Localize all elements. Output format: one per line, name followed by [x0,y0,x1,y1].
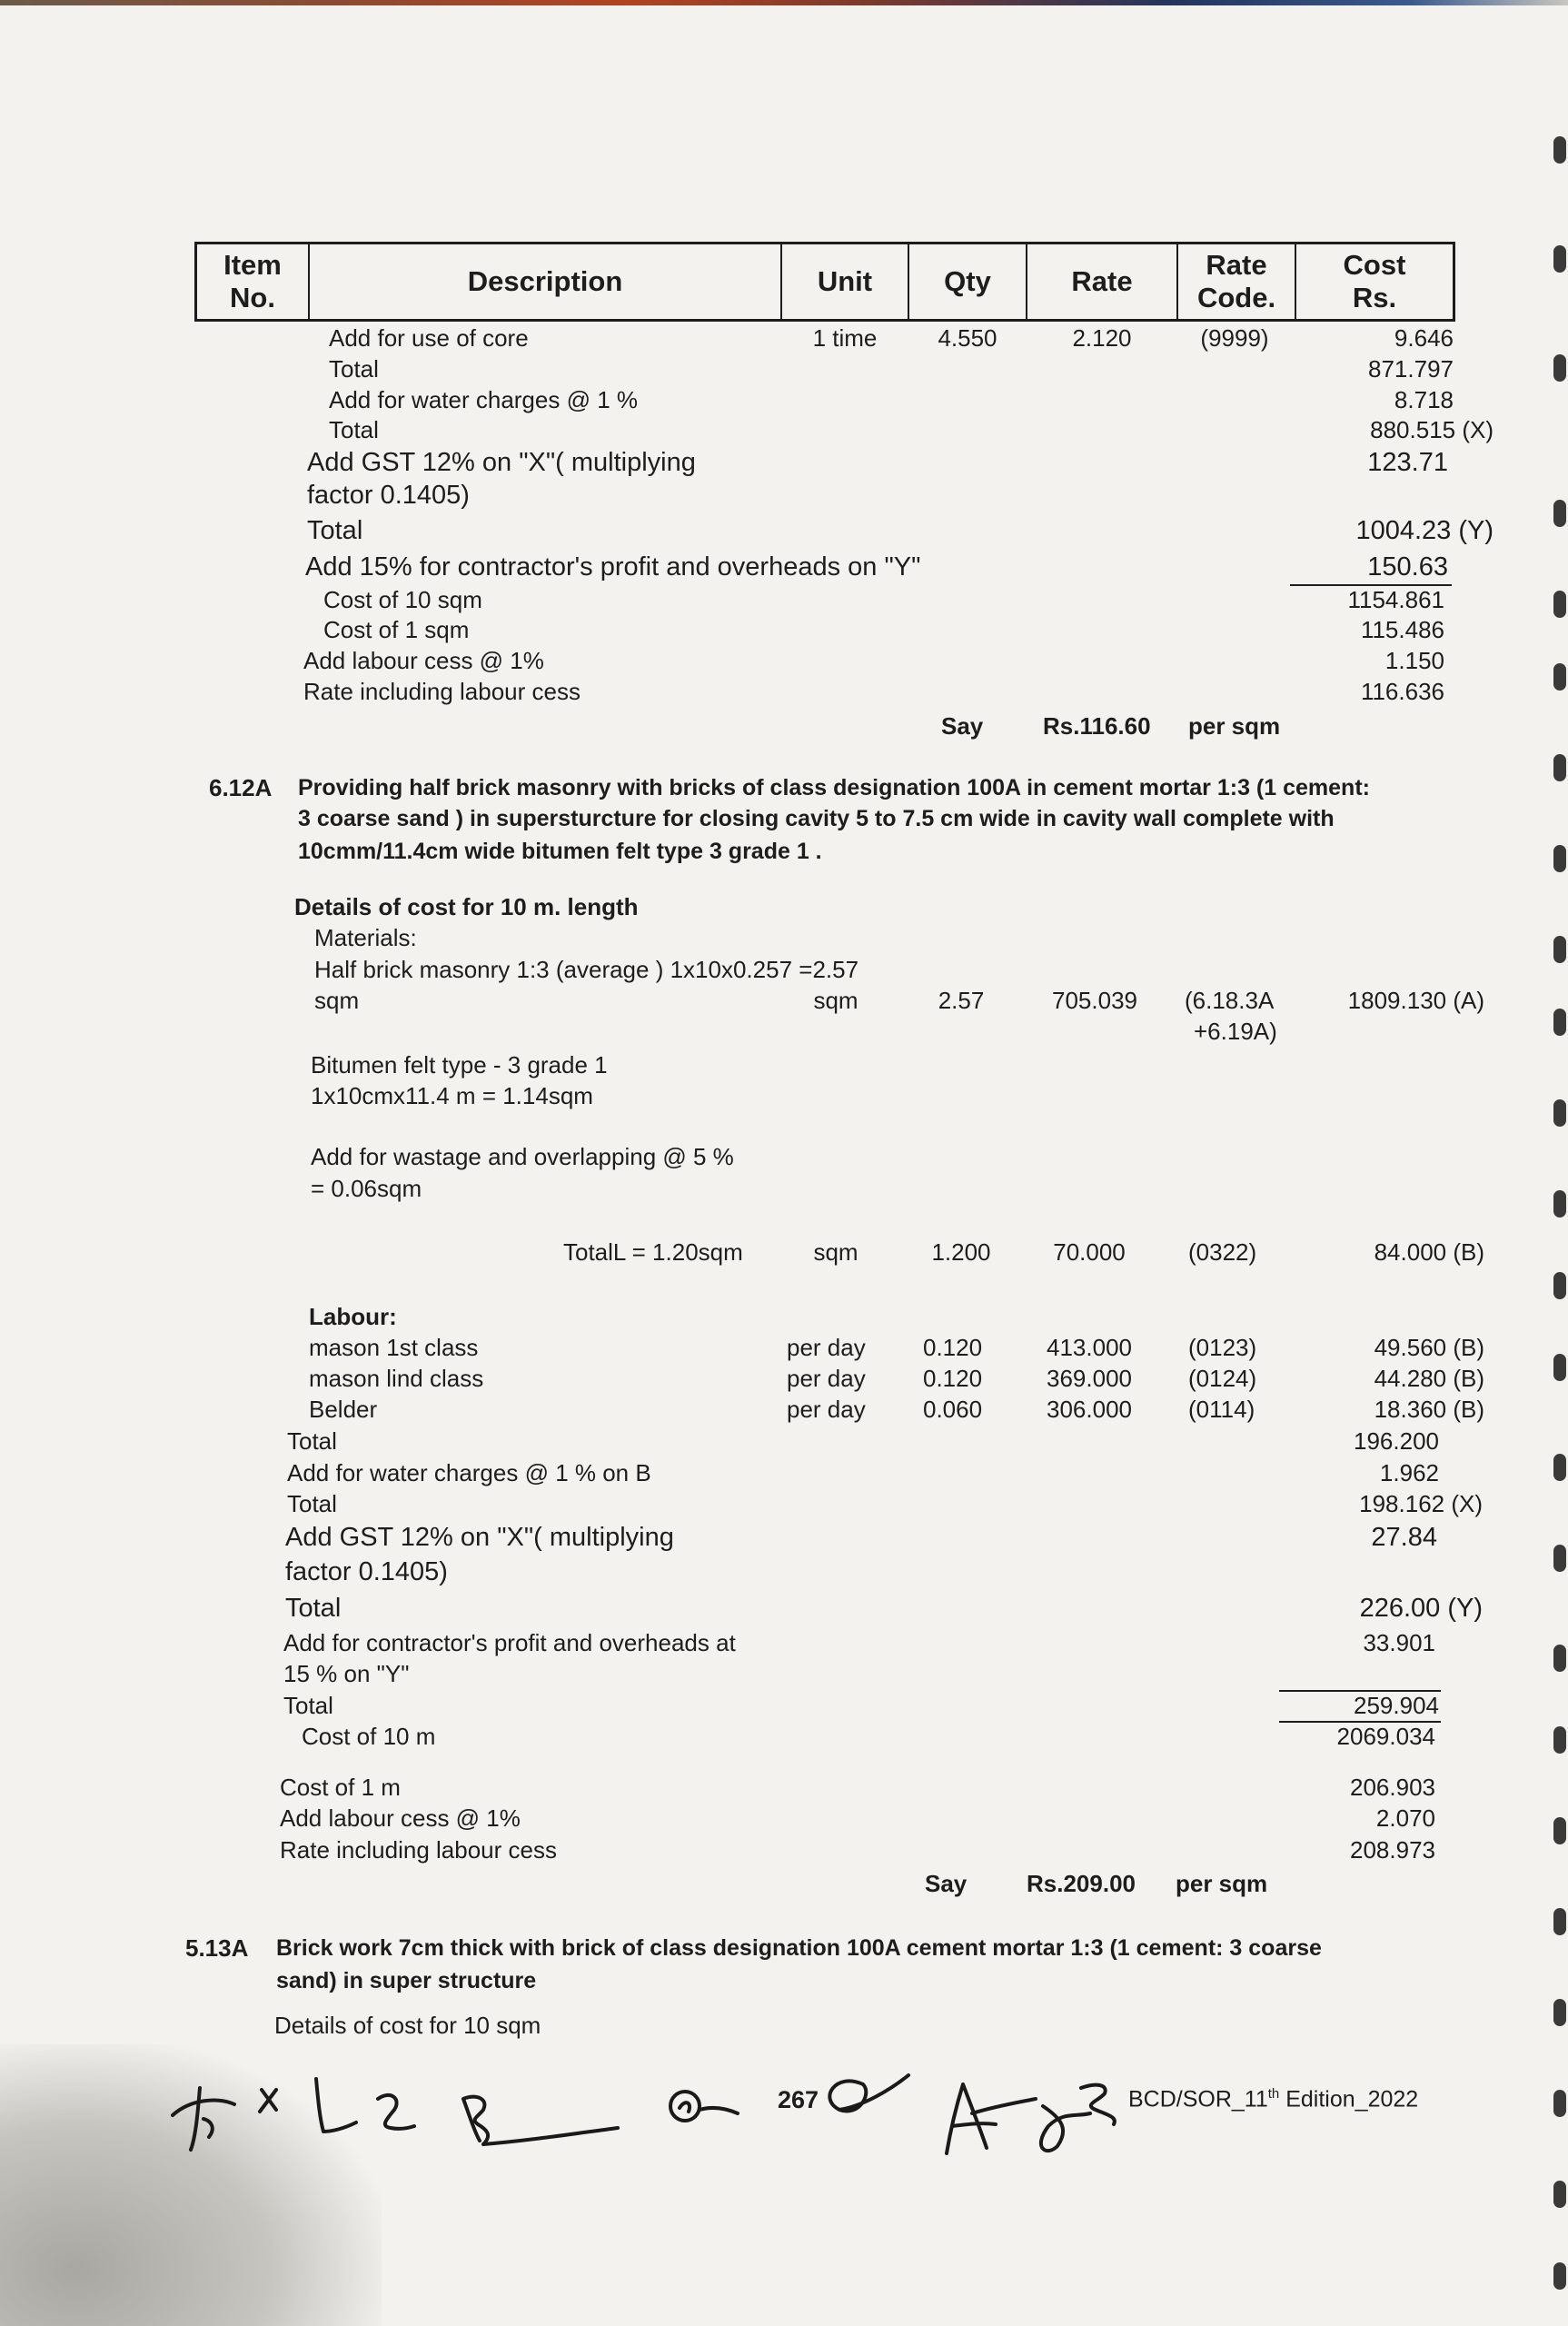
prev-say-unit: per sqm [1188,712,1281,740]
header-description: Description [310,244,782,319]
item-612-title-line3: 10cmm/11.4cm wide bitumen felt type 3 grade 1 . [298,839,822,864]
totall-cost: 84.000 (B) [1374,1238,1484,1266]
labour-qty: 0.120 [923,1334,983,1361]
table-header [194,242,1455,322]
felt-desc1: Bitumen felt type - 3 grade 1 [311,1051,608,1079]
core-unit: 1 time [812,324,878,352]
item-612-number: 6.12A [209,774,273,801]
totall-code: (0322) [1188,1238,1257,1266]
prev-gst-desc2: factor 0.1405) [307,481,470,510]
labour-desc: mason 1st class [309,1334,479,1361]
prev-cost10: 1154.861 [1347,586,1444,613]
item-612-rate-cess-desc: Rate including labour cess [280,1836,557,1864]
item-612-total1-cost: 196.200 [1354,1427,1439,1455]
photo-top-edge [0,0,1568,5]
item-513-title-line1: Brick work 7cm thick with brick of class designation 100A cement mortar 1:3 (1 cement: 3 coarse [276,1935,1322,1961]
header-rate: Rate [1027,244,1178,319]
totall-desc: TotalL = 1.20sqm [563,1238,743,1266]
core-desc: Add for use of core [329,324,529,352]
labour-cost: 44.280 (B) [1374,1365,1484,1392]
core-cost: 9.646 [1394,324,1454,352]
prev-gst-desc1: Add GST 12% on "X"( multiplying [307,448,696,477]
item-612-rate-cess: 208.973 [1350,1836,1435,1864]
hb-rate: 705.039 [1052,987,1137,1014]
header-rate-code: Rate Code. [1178,244,1296,319]
prev-total1-cost: 871.797 [1368,355,1454,383]
wastage-desc1: Add for wastage and overlapping @ 5 % [311,1143,734,1170]
item-612-title-line1: Providing half brick masonry with bricks of class designation 100A in cement mortar 1:3 (1 cement: [298,775,1370,800]
prev-total3-cost: 1004.23 (Y) [1355,516,1494,545]
header-cost: Cost Rs. [1343,249,1406,313]
felt-desc2: 1x10cmx11.4 m = 1.14sqm [311,1082,593,1109]
prev-cess: 1.150 [1384,647,1444,674]
prev-water-desc: Add for water charges @ 1 % [329,386,638,413]
labour-desc: Belder [309,1396,378,1423]
hb-cost: 1809.130 (A) [1347,987,1484,1014]
item-612-details: Details of cost for 10 m. length [294,893,639,920]
hb-desc1: Half brick masonry 1:3 (average ) 1x10x0.257 =2.57 [314,956,859,983]
item-612-gst-cost: 27.84 [1371,1523,1437,1552]
item-513-number: 5.13A [185,1934,249,1962]
core-qty: 4.550 [938,324,997,352]
prev-profit-cost: 150.63 [1367,552,1448,582]
item-612-total4-cost: 259.904 [1354,1692,1439,1719]
item-612-total4: Total [283,1692,333,1719]
core-rate: 2.120 [1072,324,1132,352]
hb-code1: (6.18.3A [1185,987,1275,1014]
prev-cost10-desc: Cost of 10 sqm [323,586,482,613]
item-612-profit-desc2: 15 % on "Y" [283,1660,410,1687]
labour-desc: mason lind class [309,1365,484,1392]
item-612-profit-cost: 33.901 [1363,1629,1435,1656]
core-code: (9999) [1200,324,1269,352]
item-612-cess: 2.070 [1375,1804,1435,1832]
item-612-water-desc: Add for water charges @ 1 % on B [287,1459,651,1486]
prev-say-label: Say [941,712,984,740]
prev-rate-cess: 116.636 [1360,678,1444,705]
item-612-cost10: 2069.034 [1336,1723,1435,1750]
labour-qty: 0.060 [923,1396,983,1423]
labour-cost: 18.360 (B) [1374,1396,1484,1423]
prev-say-amount: Rs.116.60 [1043,712,1151,740]
item-612-say-unit: per sqm [1176,1870,1268,1897]
wastage-desc2: = 0.06sqm [311,1175,422,1202]
labour-cost: 49.560 (B) [1374,1334,1484,1361]
prev-cess-desc: Add labour cess @ 1% [303,647,544,674]
prev-total1: Total [329,355,379,383]
labour-unit: per day [787,1365,866,1392]
prev-gst-cost: 123.71 [1367,448,1448,477]
labour-code: (0114) [1188,1396,1255,1423]
hb-qty: 2.57 [938,987,985,1014]
item-612-total3: Total [285,1594,342,1623]
item-612-gst-desc2: factor 0.1405) [285,1557,448,1586]
item-612-say-amount: Rs.209.00 [1027,1870,1136,1897]
item-612-title-line2: 3 coarse sand ) in supersturcture for closing cavity 5 to 7.5 cm wide in cavity wall complete with [298,806,1335,831]
labour-qty: 0.120 [923,1365,983,1392]
prev-total2: Total [329,416,379,443]
handwritten-initials [164,2063,1126,2162]
page-number: 267 [778,2086,819,2113]
hb-desc2: sqm [314,987,360,1014]
prev-profit-desc: Add 15% for contractor's profit and overheads on "Y" [305,552,921,582]
labour-heading: Labour: [309,1303,397,1330]
prev-total3: Total [307,516,363,545]
item-612-gst-desc1: Add GST 12% on "X"( multiplying [285,1523,674,1552]
labour-rate: 413.000 [1047,1334,1132,1361]
item-612-cost1-desc: Cost of 1 m [280,1774,401,1801]
totall-rate: 70.000 [1053,1238,1126,1266]
prev-water-cost: 8.718 [1394,386,1454,413]
item-612-water-cost: 1.962 [1379,1459,1439,1486]
item-612-total1: Total [287,1427,337,1455]
header-qty: Qty [909,244,1027,319]
labour-code: (0124) [1188,1365,1257,1392]
prev-cost1-desc: Cost of 1 sqm [323,616,470,643]
item-612-materials: Materials: [314,924,417,951]
item-612-say-label: Say [925,1870,968,1897]
item-612-total2: Total [287,1490,337,1517]
totall-unit: sqm [813,1238,858,1266]
item-612-total2-cost: 198.162 (X) [1359,1490,1483,1517]
hb-code2: +6.19A) [1194,1018,1277,1045]
labour-code: (0123) [1188,1334,1257,1361]
labour-unit: per day [787,1396,866,1423]
item-513-title-line2: sand) in super structure [276,1968,537,1993]
header-item-no: Item No. [197,244,310,319]
labour-unit: per day [787,1334,866,1361]
prev-rate-cess-desc: Rate including labour cess [303,678,581,705]
edition-suffix: Edition_2022 [1279,2086,1419,2112]
edition-footer [1128,2081,1418,2112]
labour-rate: 306.000 [1047,1396,1132,1423]
item-612-cost1: 206.903 [1350,1774,1435,1801]
item-612-profit-desc1: Add for contractor's profit and overheads at [283,1629,736,1656]
edition-superscript: th [1267,2086,1280,2102]
labour-rate: 369.000 [1047,1365,1132,1392]
totall-qty: 1.200 [931,1238,991,1266]
edition-prefix: BCD/SOR_11 [1128,2086,1268,2112]
prev-cost1: 115.486 [1360,616,1444,643]
prev-total2-cost: 880.515 (X) [1370,416,1494,443]
item-513-details: Details of cost for 10 sqm [274,2012,541,2039]
item-612-cost10-desc: Cost of 10 m [302,1723,436,1750]
item-612-total3-cost: 226.00 (Y) [1359,1594,1483,1623]
header-unit: Unit [782,244,909,319]
hb-unit: sqm [813,987,858,1014]
item-612-cess-desc: Add labour cess @ 1% [280,1804,521,1832]
binding-holes [1550,136,1568,2317]
